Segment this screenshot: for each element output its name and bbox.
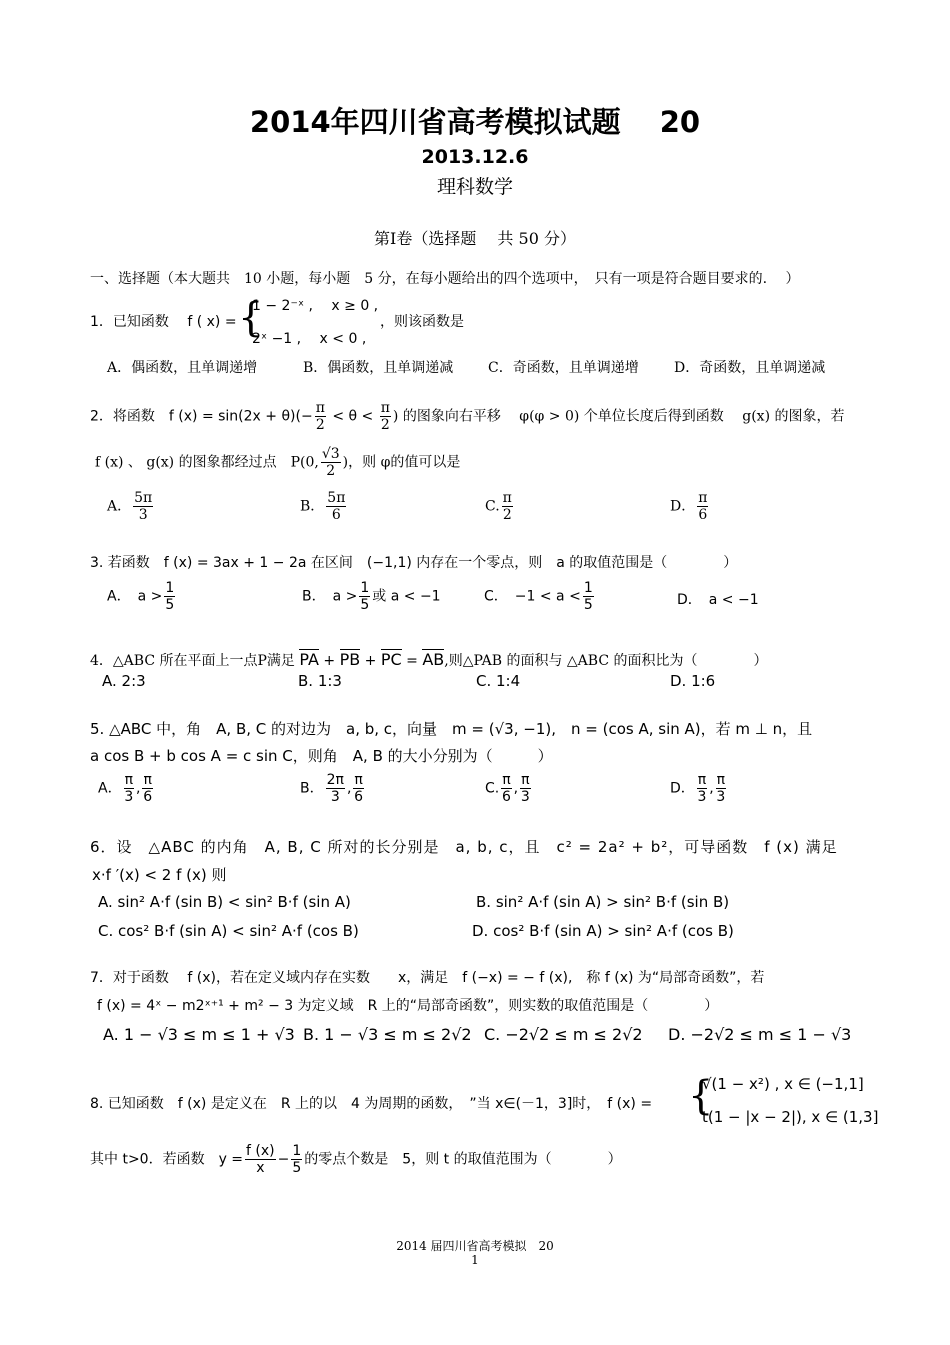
q8-line-1: 8. 已知函数 f (x) 是定义在 R 上的以 4 为周期的函数， ”当 x∈(－1，3]时， f (x) = bbox=[90, 1096, 653, 1112]
q6-option-a: A. sin² A·f (sin B) < sin² B·f (sin A) bbox=[98, 893, 351, 911]
q1-stem: 1．已知函数 f ( x) = bbox=[90, 314, 237, 330]
page-title: 2014年四川省高考模拟试题 20 bbox=[249, 105, 701, 139]
q1-option-d: D．奇函数，且单调递减 bbox=[674, 360, 826, 376]
q7-option-b: B. 1 − √3 ≤ m ≤ 2√2 bbox=[303, 1025, 472, 1044]
q1-option-a: A．偶函数，且单调递增 bbox=[107, 360, 258, 376]
q1-stem-tail: ，则该函数是 bbox=[380, 314, 464, 330]
q1-brace: { bbox=[238, 295, 264, 341]
q3-option-b: B． a > $\frac{1}{5}$ 或 a < −1 bbox=[302, 580, 441, 613]
q7-line-1: 7．对于函数 f (x)，若在定义域内存在实数 x，满足 f (−x) = − f (x), 称 f (x) 为“局部奇函数”，若 bbox=[90, 970, 765, 986]
q1-case-2: 2ˣ −1 , x < 0 , bbox=[252, 331, 367, 347]
q4-stem: 4．△ABC 所在平面上一点P满足 PA + PB + PC = AB,则△PAB 的面积与 △ABC 的面积比为（ ） bbox=[90, 650, 768, 669]
q4-option-a: A. 2:3 bbox=[102, 672, 146, 690]
section-title: 第Ⅰ卷（选择题 共 50 分） bbox=[374, 229, 576, 248]
q2-line-2: f (x) 、 g(x) 的图象都经过点 P(0, $\frac{√3}{2}$ )，则 φ的值可以是 bbox=[95, 446, 461, 479]
q6-option-d: D. cos² B·f (sin A) > sin² A·f (cos B) bbox=[472, 922, 734, 940]
q2-fraction: $\frac{√3}{2}$ bbox=[321, 446, 340, 479]
q5-line-1: 5. △ABC 中，角 A, B, C 的对边为 a, b, c，向量 m = (√3, −1), n = (cos A, sin A)，若 m ⊥ n，且 bbox=[90, 720, 813, 738]
q8-case-1: √(1 − x²) , x ∈ (−1,1] bbox=[702, 1075, 864, 1093]
q2-option-b: B． $\frac{5\pi}{6}$ bbox=[300, 490, 346, 523]
q3-option-a: A． a > $\frac{1}{5}$ bbox=[107, 580, 175, 613]
q8-line-2: 其中 t>0．若函数 y = $\frac{f (x)}{x}$ − $\frac{1}{5}$ 的零点个数是 5，则 t 的取值范围为（ ） bbox=[90, 1143, 622, 1176]
q4-option-c: C. 1:4 bbox=[476, 672, 521, 690]
q6-line-2: x·f ′(x) < 2 f (x) 则 bbox=[92, 866, 227, 884]
q5-line-2: a cos B + b cos A = c sin C，则角 A, B 的大小分别为（ ） bbox=[90, 747, 553, 765]
q1-case-1: 1 − 2⁻ˣ , x ≥ 0 , bbox=[252, 298, 379, 314]
q6-option-c: C. cos² B·f (sin A) < sin² A·f (cos B) bbox=[98, 922, 359, 940]
q5-option-a: A． $\frac{\pi}{3}$ , $\frac{\pi}{6}$ bbox=[98, 772, 153, 805]
instructions: 一、选择题（本大题共 10 小题，每小题 5 分，在每小题给出的四个选项中， 只有一项是符合题目要求的. ） bbox=[90, 271, 800, 287]
q1-option-c: C．奇函数，且单调递增 bbox=[488, 360, 639, 376]
q3-stem: 3. 若函数 f (x) = 3ax + 1 − 2a 在区间 (−1,1) 内存在一个零点，则 a 的取值范围是（ ） bbox=[90, 555, 738, 571]
q7-option-c: C. −2√2 ≤ m ≤ 2√2 bbox=[484, 1025, 643, 1044]
q3-option-d: D． a < −1 bbox=[677, 592, 759, 608]
q6-line-1: 6．设 △ABC 的内角 A, B, C 所对的长分别是 a, b, c，且 c² = 2a² + b²，可导函数 f (x) 满足 bbox=[90, 838, 838, 856]
q3-option-c: C． −1 < a < $\frac{1}{5}$ bbox=[484, 580, 593, 613]
q2-option-d: D． $\frac{\pi}{6}$ bbox=[670, 490, 708, 523]
q1-option-b: B．偶函数，且单调递减 bbox=[303, 360, 454, 376]
q2-fraction: $\frac{\pi}{2}$ bbox=[315, 400, 325, 433]
footer-title: 2014 届四川省高考模拟 20 bbox=[396, 1239, 554, 1253]
q5-option-c: C. $\frac{\pi}{6}$ , $\frac{\pi}{3}$ bbox=[485, 772, 530, 805]
q6-option-b: B. sin² A·f (sin A) > sin² B·f (sin B) bbox=[476, 893, 730, 911]
q7-option-d: D. −2√2 ≤ m ≤ 1 − √3 bbox=[668, 1025, 852, 1044]
exam-date: 2013.12.6 bbox=[421, 146, 529, 168]
q7-line-2: f (x) = 4ˣ − m2ˣ⁺¹ + m² − 3 为定义域 R 上的“局部奇函数”，则实数的取值范围是（ ） bbox=[97, 998, 719, 1014]
q5-option-d: D． $\frac{\pi}{3}$ , $\frac{\pi}{3}$ bbox=[670, 772, 726, 805]
q5-option-b: B． $\frac{2\pi}{3}$ , $\frac{\pi}{6}$ bbox=[300, 772, 364, 805]
page-number: 1 bbox=[471, 1253, 479, 1267]
q8-case-2: t(1 − |x − 2|), x ∈ (1,3] bbox=[702, 1108, 879, 1126]
q7-option-a: A. 1 − √3 ≤ m ≤ 1 + √3 bbox=[103, 1025, 295, 1044]
q2-option-a: A． $\frac{5\pi}{3}$ bbox=[107, 490, 153, 523]
q4-option-d: D. 1:6 bbox=[670, 672, 716, 690]
q2-fraction: $\frac{\pi}{2}$ bbox=[380, 400, 390, 433]
q2-option-c: C. $\frac{\pi}{2}$ bbox=[485, 490, 512, 523]
q8-brace: { bbox=[688, 1073, 714, 1119]
q4-option-b: B. 1:3 bbox=[298, 672, 342, 690]
q2-line-1: 2．将函数 f (x) = sin(2x + θ)(− $\frac{\pi}{2}$ < θ < $\frac{\pi}{2}$ ) 的图象向右平移 φ(φ > 0) 个单位长度后得到函数 g(x) 的图象，若 bbox=[90, 400, 845, 433]
subject-title: 理科数学 bbox=[436, 176, 513, 198]
